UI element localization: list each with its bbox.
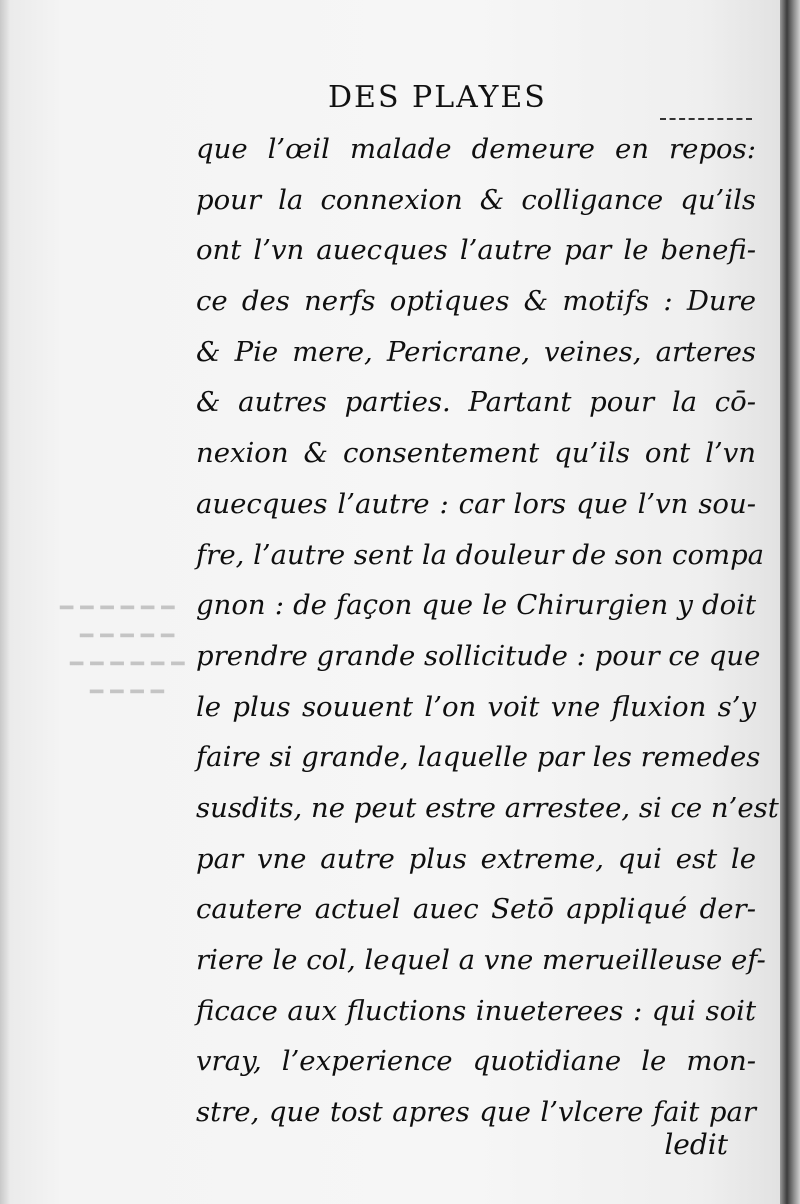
text-line: prendre grande sollicitude : pour ce que [196,639,761,672]
page-edge-binding [780,0,800,1204]
text-line: & autres parties. Partant pour la cō- [196,386,756,419]
text-line: par vne autre plus extreme, qui est le [196,842,756,875]
header-rule [660,118,752,120]
text-line: nexion & consentement qu’ils ont l’vn [196,437,756,470]
text-line: pour la connexion & colligance qu’ils [196,183,756,216]
running-title: DES PLAYES [328,80,547,115]
text-line: fre, l’autre sent la douleur de son compa [196,538,765,571]
text-line: cautere actuel auec Setō appliqué der- [196,893,756,926]
text-line: ont l’vn auecques l’autre par le benefi- [196,234,756,267]
gutter-shadow [0,0,10,1204]
catchword: ledit [664,1128,728,1161]
text-line: vray, l’experience quotidiane le mon- [196,1045,756,1078]
text-line: stre, que tost apres que l’vlcere fait par [196,1096,756,1129]
text-line: riere le col, lequel a vne merueilleuse ef- [196,944,766,976]
text-line: gnon : de façon que le Chirurgien y doit [196,589,756,622]
text-line: ce des nerfs optiques & motifs : Dure [196,285,756,318]
text-line: ficace aux fluctions inueterees : qui soit [196,994,756,1027]
page-text [196,124,779,1138]
text-line: faire si grande, laquelle par les remedes [196,741,761,774]
text-line: que l’œil malade demeure en repos: [196,133,756,165]
text-line: le plus souuent l’on voit vne fluxion s’y [196,690,756,723]
text-line: auecques l’autre : car lors que l’vn sou- [196,487,756,520]
show-through-text: ━ ━ ━ ━ ━ ━ ━ ━ ━ ━ ━ ━ ━ ━ ━ ━ ━ ━ ━ ━ ━ [60,596,185,705]
text-line: & Pie mere, Pericrane, veines, arteres [196,335,756,368]
text-line: susdits, ne peut estre arrestee, si ce n’est [196,791,779,824]
